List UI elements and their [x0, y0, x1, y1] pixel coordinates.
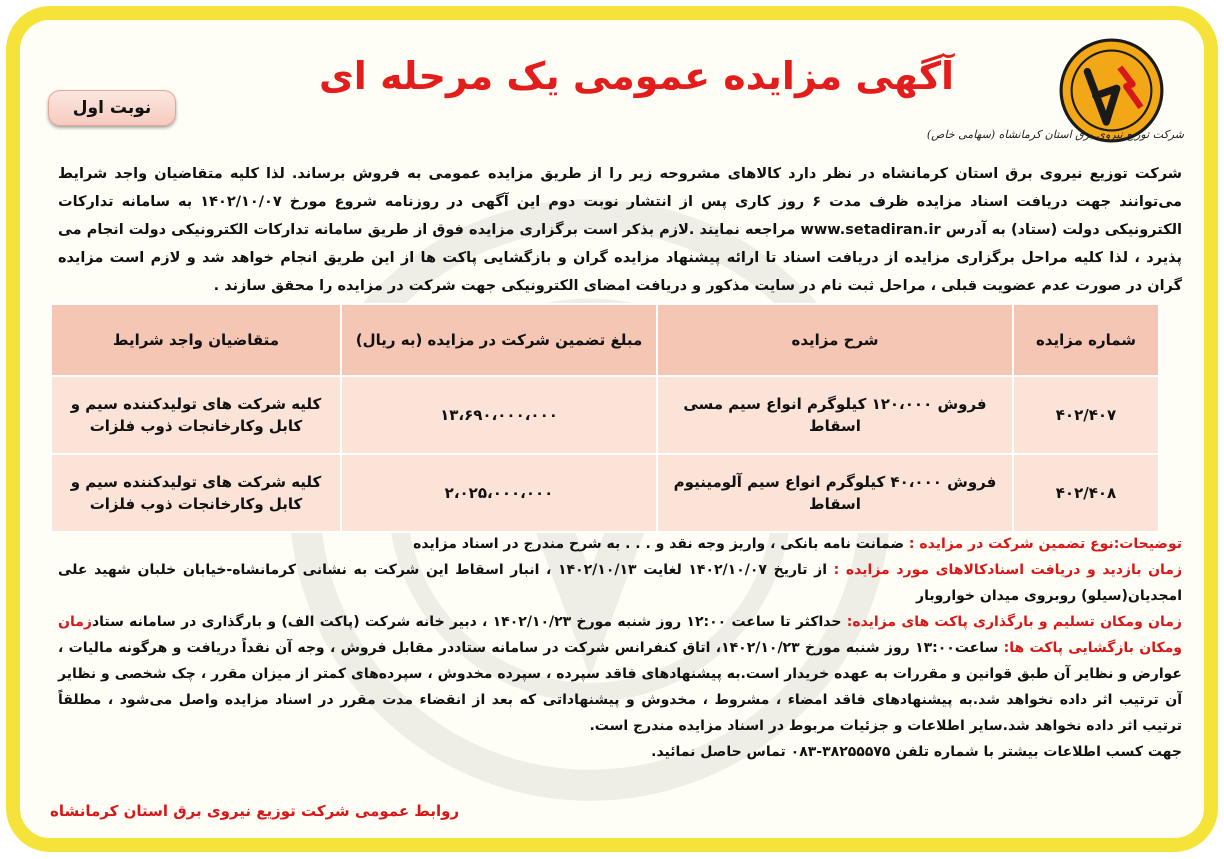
- note-text: حداکثر تا ساعت ۱۲:۰۰ روز شنبه مورخ ۱۴۰۲/۱۰/۲۳ ، دبیر خانه شرکت (پاکت الف) و بارگذاری در سامانه ستاد: [91, 614, 847, 630]
- cell-number: ۴۰۲/۴۰۷: [1013, 376, 1159, 454]
- company-caption: شرکت توزیع نیروی برق استان کرمانشاه (سهامی خاص): [926, 128, 1184, 141]
- auction-table: [50, 303, 1160, 533]
- cell-guarantee: ۱۳،۶۹۰،۰۰۰،۰۰۰: [341, 376, 657, 454]
- table-row: [51, 376, 1159, 454]
- cell-description: فروش ۱۲۰،۰۰۰ کیلوگرم انواع سیم مسی اسقاط: [657, 376, 1013, 454]
- note-guarantee-type: [58, 531, 1182, 557]
- intro-paragraph: شرکت توزیع نیروی برق استان کرمانشاه در نظر دارد کالاهای مشروحه زیر را از طریق مزایده عمومی به فروش برساند. لذا کلیه متقاضیان واجد شرایط می‌توانند جهت دریافت اسناد مزایده ظرف مدت ۶ روز کاری پس از انتشار نوبت دوم این آگهی در روزنامه شروع مورخ ۱۴۰۲/۱۰/۰۷ به سامانه تدارکات الکترونیکی دولت (ستاد) به آدرس www.setadiran.ir مراجعه نمایند .لازم بذکر است برگزاری مزایده فوق از طریق سامانه تدارکات الکترونیکی دولت انجام می پذیرد ، لذا کلیه مراحل برگزاری مزایده از دریافت اسناد تا ارائه پیشنهاد مزایده گران و بازگشایی پاکت ها از این طریق انجام خواهد شد و لازم است مزایده گران در صورت عدم عضویت قبلی ، مراحل ثبت نام در سایت مذکور و دریافت امضای الکترونیکی جهت شرکت در مزایده را محقق سازند .: [58, 166, 1183, 294]
- header-eligible: متقاضیان واجد شرایط: [51, 304, 341, 376]
- note-text: ضمانت نامه بانکی ، واریز وجه نقد و . . . به شرح مندرج در اسناد مزایده: [413, 536, 909, 552]
- note-submission: [58, 609, 1182, 739]
- notes-section: [58, 531, 1182, 765]
- page-title: آگهی مزایده عمومی یک مرحله ای: [318, 54, 954, 98]
- notice-page: [20, 20, 1204, 838]
- note-label: زمان بازدید و دریافت اسنادکالاهای مورد مزایده :: [833, 562, 1183, 578]
- note-text: ساعت۱۳:۰۰ روز شنبه مورخ ۱۴۰۲/۱۰/۲۳، اتاق کنفرانس شرکت در سامانه ستاددر مقابل فروش ، وجه آن نقداً دریافت و هرگونه مالیات ، عوارض و نظایر آن طبق قوانین و مقررات به عهده خریدار است.به پیشنهادهای فاقد سپرده ، سپرده مخدوش ، سپرده‌های کمتر از میزان مقرر ، چک شخصی و نظایر آن ترتیب اثر داده نخواهد شد.به پیشنهادهای فاقد امضاء ، مشروط ، مخدوش و پیشنهاداتی که بعد از انقضاء مدت مقرر در اسناد مزایده واصل می‌شود ، مطلقاً ترتیب اثر داده نخواهد شد.سایر اطلاعات و جزئیات مربوط در اسناد مزایده مندرج است.: [58, 640, 1182, 734]
- footer-signature: روابط عمومی شرکت توزیع نیروی برق استان کرمانشاه: [50, 802, 460, 820]
- header-description: شرح مزایده: [657, 304, 1013, 376]
- note-label: توضیحات:نوع تضمین شرکت در مزایده :: [908, 536, 1182, 552]
- cell-eligible: کلیه شرکت های تولیدکننده سیم و کابل وکارخانجات ذوب فلزات: [51, 376, 341, 454]
- header-guarantee: مبلغ تضمین شرکت در مزایده (به ریال): [341, 304, 657, 376]
- note-contact: جهت کسب اطلاعات بیشتر با شماره تلفن ۳۸۲۵۵۵۷۵-۰۸۳ تماس حاصل نمائید.: [651, 744, 1182, 760]
- note-text: از تاریخ ۱۴۰۲/۱۰/۰۷ لغایت ۱۴۰۲/۱۰/۱۳ ، انبار اسقاط این شرکت به نشانی کرمانشاه-خیابان خلبان شهید علی امجدیان(سیلو) روبروی میدان خواروبار: [58, 562, 1182, 604]
- header-number: شماره مزایده: [1013, 304, 1159, 376]
- cell-eligible: کلیه شرکت های تولیدکننده سیم و کابل وکارخانجات ذوب فلزات: [51, 454, 341, 532]
- round-badge: نوبت اول: [48, 90, 176, 126]
- note-label: زمان ومکان تسلیم و بارگذاری پاکت های مزایده:: [846, 614, 1182, 630]
- table-row: [51, 454, 1159, 532]
- cell-number: ۴۰۲/۴۰۸: [1013, 454, 1159, 532]
- note-label: زمان ومکان بازگشایی پاکت ها:: [58, 614, 1182, 656]
- table-header-row: [51, 304, 1159, 376]
- note-visit-time: [58, 557, 1182, 609]
- cell-description: فروش ۴۰،۰۰۰ کیلوگرم انواع سیم آلومینیوم اسقاط: [657, 454, 1013, 532]
- cell-guarantee: ۲،۰۲۵،۰۰۰،۰۰۰: [341, 454, 657, 532]
- notice-frame: [6, 6, 1218, 852]
